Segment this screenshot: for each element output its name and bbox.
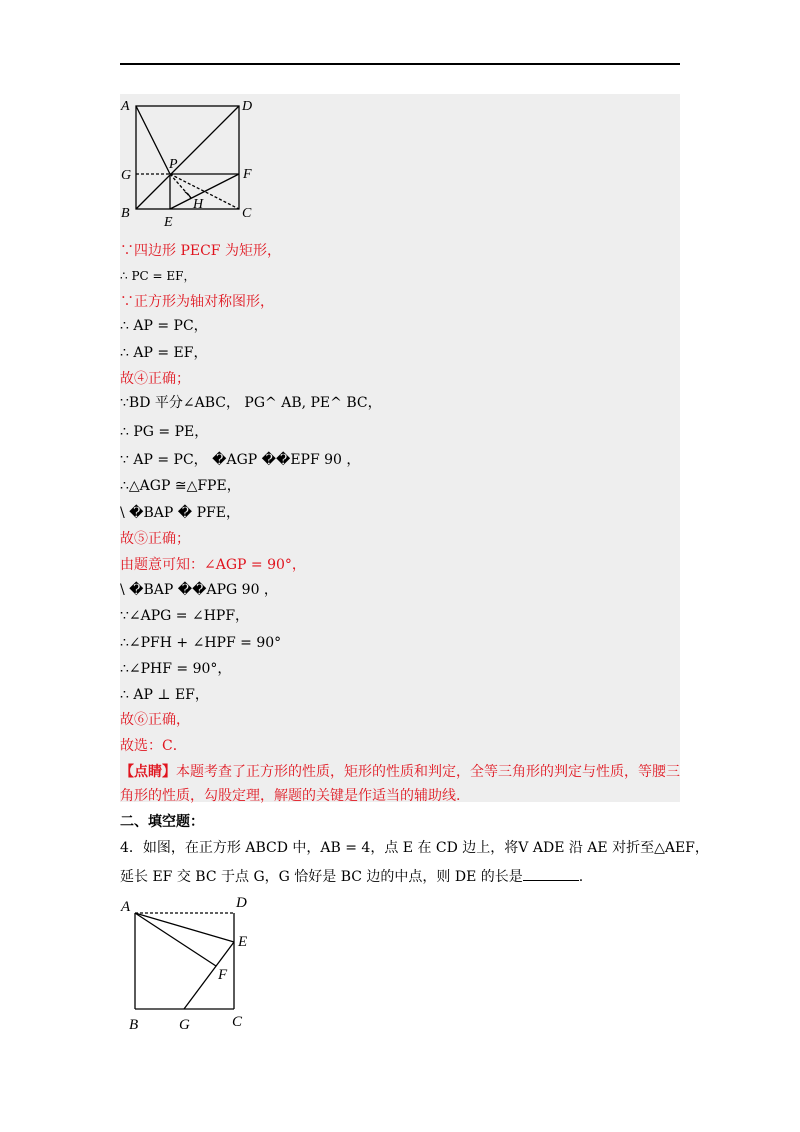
- q-label-d: D: [236, 895, 247, 911]
- comment-text: 本题考查了正方形的性质，矩形的性质和判定，全等三角形的判定与性质，等腰三角形的性质，勾股定理，解题的关键是作适当的辅助线.: [120, 764, 680, 804]
- solution-line-13: 由题意可知：∠AGP = 90°，: [120, 557, 306, 573]
- solution-line-6: 故④正确；: [120, 371, 190, 387]
- solution-figure: [118, 96, 258, 230]
- q-label-g: G: [179, 1017, 190, 1033]
- solution-line-18: ∴ AP ⊥ EF，: [120, 687, 209, 703]
- label-g: G: [121, 168, 132, 183]
- solution-line-16: ∴∠PFH + ∠HPF = 90°: [120, 635, 282, 651]
- solution-line-19: 故⑥正确，: [120, 712, 190, 728]
- answer-blank: [523, 866, 579, 881]
- solution-line-14: \ �BAP ��APG 90 ，: [120, 582, 278, 598]
- q-label-b: B: [129, 1017, 139, 1033]
- solution-line-4: ∴ AP = PC，: [120, 318, 208, 334]
- label-e: E: [164, 215, 173, 230]
- solution-line-2: ∴ PC = EF，: [120, 269, 196, 283]
- solution-line-9: ∵ AP = PC， �AGP ��EPF 90 ，: [120, 452, 361, 468]
- label-c: C: [242, 206, 252, 221]
- solution-line-3: ∵正方形为轴对称图形，: [120, 294, 274, 310]
- label-h: H: [193, 197, 204, 212]
- solution-line-12: 故⑤正确；: [120, 531, 190, 547]
- label-b: B: [121, 206, 130, 221]
- solution-comment: [120, 760, 680, 808]
- question-figure: [116, 893, 266, 1035]
- solution-line-17: ∴∠PHF = 90°，: [120, 661, 232, 677]
- solution-line-11: \ �BAP � PFE，: [120, 505, 240, 521]
- solution-line-5: ∴ AP = EF，: [120, 345, 208, 361]
- section-title: 二、填空题：: [120, 814, 204, 830]
- solution-line-7: ∵BD 平分∠ABC， PG^ AB, PE^ BC，: [120, 395, 382, 411]
- segment-af: [135, 913, 216, 966]
- q-label-e: E: [238, 934, 248, 950]
- q-label-c: C: [232, 1014, 243, 1030]
- solution-line-20: 故选：C．: [120, 738, 187, 754]
- label-a: A: [121, 99, 130, 114]
- label-p: P: [169, 157, 178, 172]
- label-f: F: [243, 167, 252, 182]
- solution-line-1: ∵四边形 PECF 为矩形，: [120, 243, 281, 259]
- question-line-2-end: .: [578, 869, 584, 885]
- segment-ae: [135, 913, 234, 942]
- q-label-a: A: [121, 899, 131, 915]
- question-line-2-text: 延长 EF 交 BC 于点 G，G 恰好是 BC 边的中点，则 DE 的长是: [120, 869, 523, 885]
- solution-line-8: ∴ PG = PE，: [120, 424, 209, 440]
- comment-label: 【点睛】: [120, 764, 176, 780]
- header-rule: [120, 63, 680, 65]
- solution-line-10: ∴△AGP ≅△FPE，: [120, 478, 241, 494]
- q-label-f: F: [218, 967, 228, 983]
- right-angle-mark: [185, 192, 191, 198]
- label-d: D: [242, 99, 253, 114]
- question-line-2: [120, 866, 583, 887]
- question-line-1: 4．如图，在正方形 ABCD 中，AB = 4，点 E 在 CD 边上，将V ADE 沿 AE 对折至△AEF，: [120, 840, 709, 856]
- solution-line-15: ∵∠APG = ∠HPF，: [120, 608, 250, 624]
- segment-ap: [136, 106, 170, 174]
